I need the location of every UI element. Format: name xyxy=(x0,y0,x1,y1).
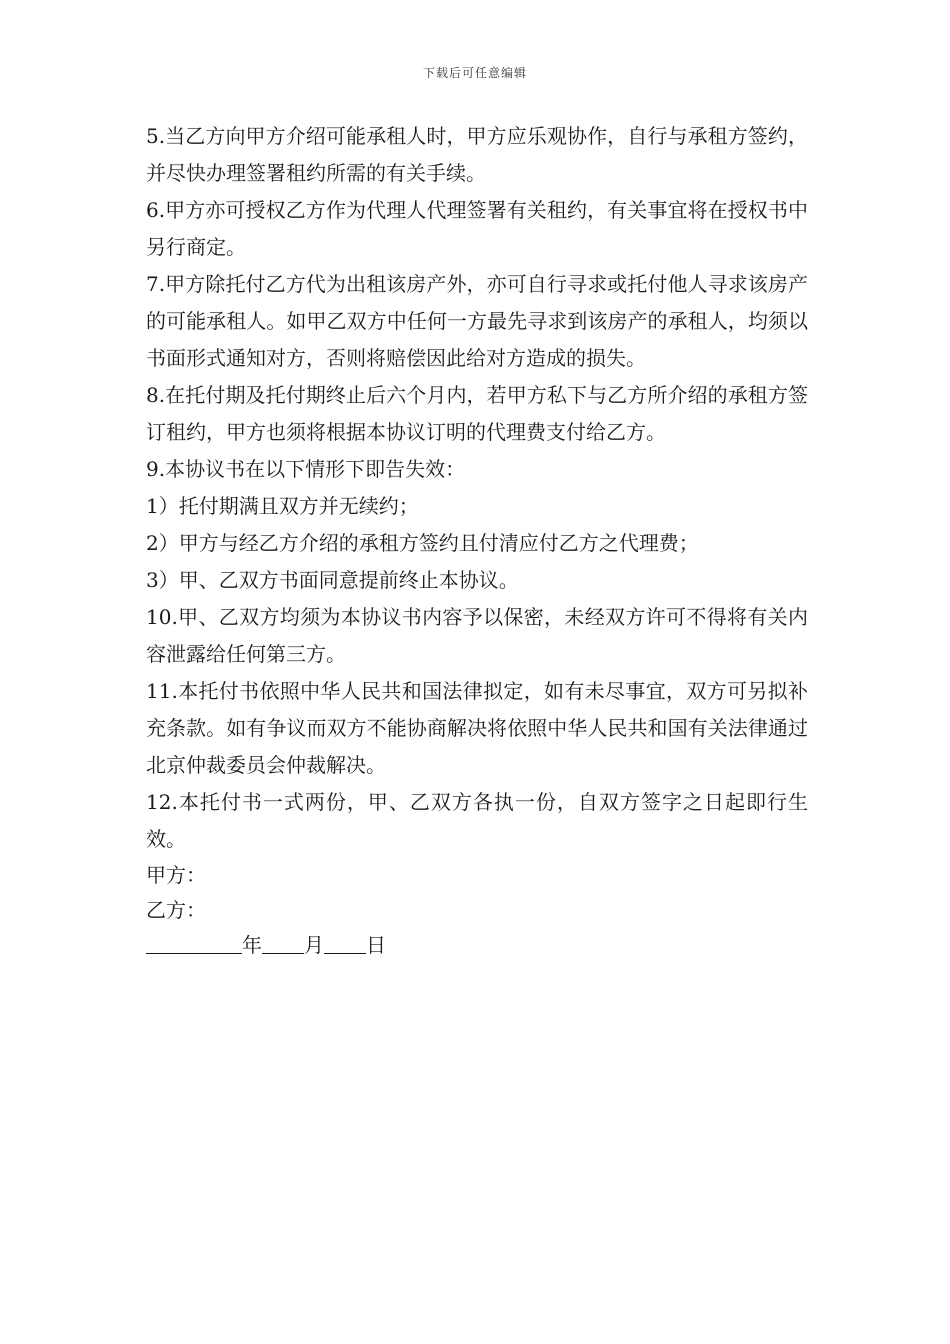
party-a-label: 甲方： xyxy=(146,863,206,887)
clause-11: 11.本托付书依照中华人民共和国法律拟定，如有未尽事宜，双方可另拟补充条款。如有争议而双方不能协商解决将依照中华人民共和国有关法律通过北京仲裁委员会仲裁解决。 xyxy=(146,679,808,777)
day-blank xyxy=(324,931,366,954)
party-b-label: 乙方： xyxy=(146,898,206,922)
clause-9-item-1: 1）托付期满且双方并无续约； xyxy=(146,494,419,518)
page-header: 下载后可任意编辑 xyxy=(422,66,527,80)
clause-12: 12.本托付书一式两份，甲、乙双方各执一份，自双方签字之日起即行生效。 xyxy=(146,790,808,851)
clause-9-item-3: 3）甲、乙双方书面同意提前终止本协议。 xyxy=(146,568,519,592)
clause-8: 8.在托付期及托付期终止后六个月内，若甲方私下与乙方所介绍的承租方签订租约，甲方也须将根据本协议订明的代理费支付给乙方。 xyxy=(146,383,808,444)
day-label: 日 xyxy=(366,933,386,957)
year-label: 年 xyxy=(242,933,262,957)
month-label: 月 xyxy=(304,933,324,957)
clause-10: 10.甲、乙双方均须为本协议书内容予以保密，未经双方许可不得将有关内容泄露给任何第三方。 xyxy=(146,605,808,666)
clause-6: 6.甲方亦可授权乙方作为代理人代理签署有关租约，有关事宜将在授权书中另行商定。 xyxy=(146,198,808,259)
clause-9-item-2: 2）甲方与经乙方介绍的承租方签约且付清应付乙方之代理费； xyxy=(146,531,699,555)
year-blank xyxy=(146,931,242,954)
agreement-body xyxy=(146,118,808,963)
month-blank xyxy=(262,931,304,954)
clause-5: 5.当乙方向甲方介绍可能承租人时，甲方应乐观协作，自行与承租方签约，并尽快办理签署租约所需的有关手续。 xyxy=(146,124,808,185)
date-line xyxy=(146,928,808,963)
clause-7: 7.甲方除托付乙方代为出租该房产外，亦可自行寻求或托付他人寻求该房产的可能承租人。如甲乙双方中任何一方最先寻求到该房产的承租人，均须以书面形式通知对方，否则将赔偿因此给对方造成的损失。 xyxy=(146,272,808,370)
clause-9: 9.本协议书在以下情形下即告失效： xyxy=(146,457,466,481)
